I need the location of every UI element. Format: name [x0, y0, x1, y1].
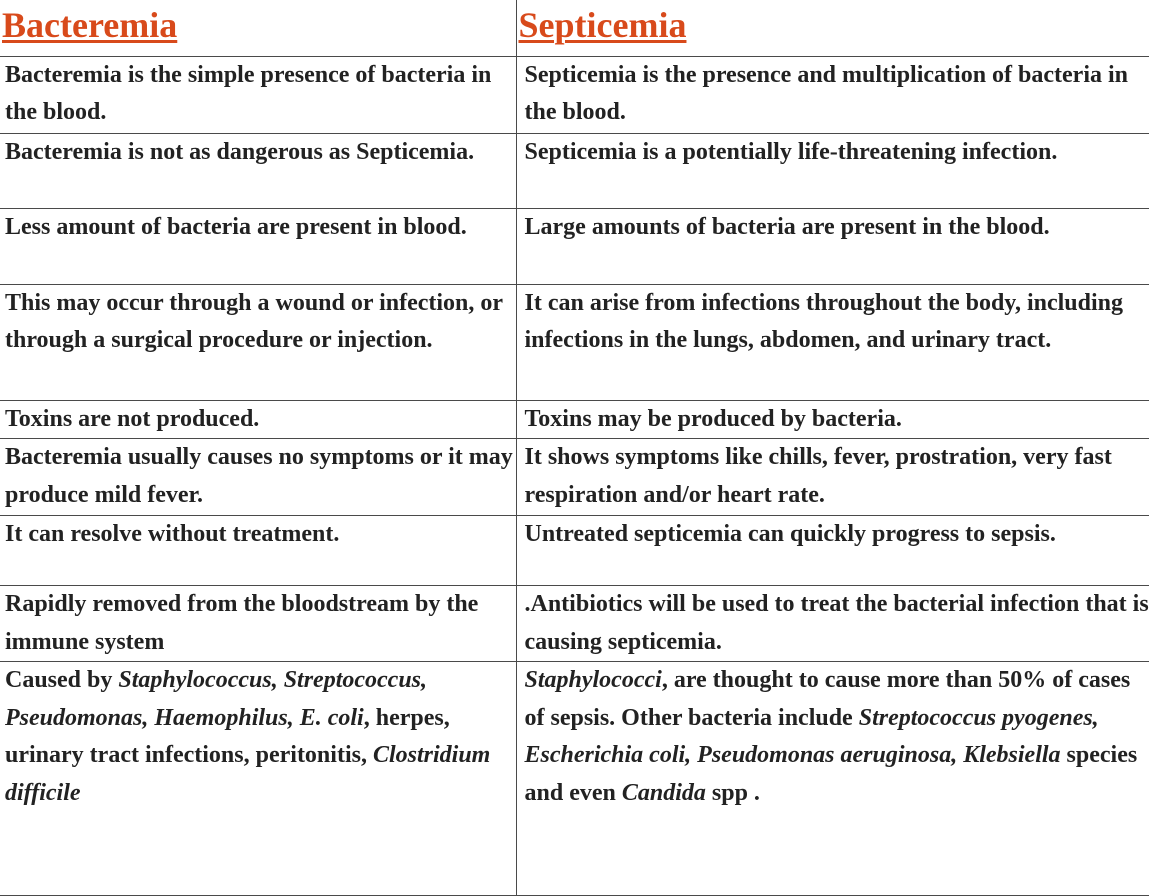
bacteremia-cell: It can resolve without treatment.: [0, 516, 516, 586]
bacteremia-cell: Less amount of bacteria are present in blood.: [0, 208, 516, 284]
table-row: [0, 400, 1149, 439]
table-row: [0, 586, 1149, 662]
septicemia-cell: Toxins may be produced by bacteria.: [516, 400, 1149, 439]
table-row: [0, 56, 1149, 133]
septicemia-cell: It shows symptoms like chills, fever, prostration, very fast respiration and/or heart rate.: [516, 439, 1149, 516]
causes-organisms: Streptococcus pyogenes, Escherichia coli, Pseudomonas aeruginosa, Klebsiella: [524, 704, 1099, 768]
causes-organism: Candida: [621, 779, 706, 806]
septicemia-causes-cell: [516, 662, 1149, 896]
table-row: [0, 208, 1149, 284]
header-septicemia: Septicemia: [516, 0, 1149, 56]
bacteremia-cell: Bacteremia is not as dangerous as Septicemia.: [0, 133, 516, 208]
table-row: [0, 439, 1149, 516]
table-row-causes: [0, 662, 1149, 896]
septicemia-cell: Large amounts of bacteria are present in the blood.: [516, 208, 1149, 284]
causes-organisms: Staphylococcus, Streptococcus, Pseudomonas, Haemophilus, E. coli: [5, 667, 428, 731]
causes-prefix: Caused by: [5, 667, 119, 693]
septicemia-cell: Untreated septicemia can quickly progress to sepsis.: [516, 516, 1149, 586]
septicemia-cell: .Antibiotics will be used to treat the bacterial infection that is causing septicemia.: [516, 586, 1149, 662]
bacteremia-cell: This may occur through a wound or infection, or through a surgical procedure or injection.: [0, 284, 516, 400]
causes-text: spp .: [705, 779, 760, 806]
causes-text: , are thought to cause more than 50% of cases of sepsis. Other bacteria include: [524, 667, 1131, 731]
causes-text: species and even: [524, 742, 1138, 806]
table-row: [0, 133, 1149, 208]
header-bacteremia: Bacteremia: [0, 0, 516, 56]
septicemia-cell: Septicemia is a potentially life-threatening infection.: [516, 133, 1149, 208]
septicemia-cell: It can arise from infections throughout the body, including infections in the lungs, abdomen, and urinary tract.: [516, 284, 1149, 400]
bacteremia-cell: Bacteremia is the simple presence of bacteria in the blood.: [0, 56, 516, 133]
bacteremia-cell: Toxins are not produced.: [0, 400, 516, 439]
table-row: [0, 284, 1149, 400]
bacteremia-causes-cell: [0, 662, 516, 896]
table-row: [0, 516, 1149, 586]
bacteremia-cell: Bacteremia usually causes no symptoms or it may produce mild fever.: [0, 439, 516, 516]
causes-organism: Staphylococci: [524, 667, 662, 693]
causes-middle: , herpes, urinary tract infections, peritonitis,: [5, 704, 450, 768]
causes-organism: Clostridium difficile: [5, 742, 491, 806]
septicemia-cell: Septicemia is the presence and multiplication of bacteria in the blood.: [516, 56, 1149, 133]
header-row: [0, 0, 1149, 56]
bacteremia-cell: Rapidly removed from the bloodstream by the immune system: [0, 586, 516, 662]
